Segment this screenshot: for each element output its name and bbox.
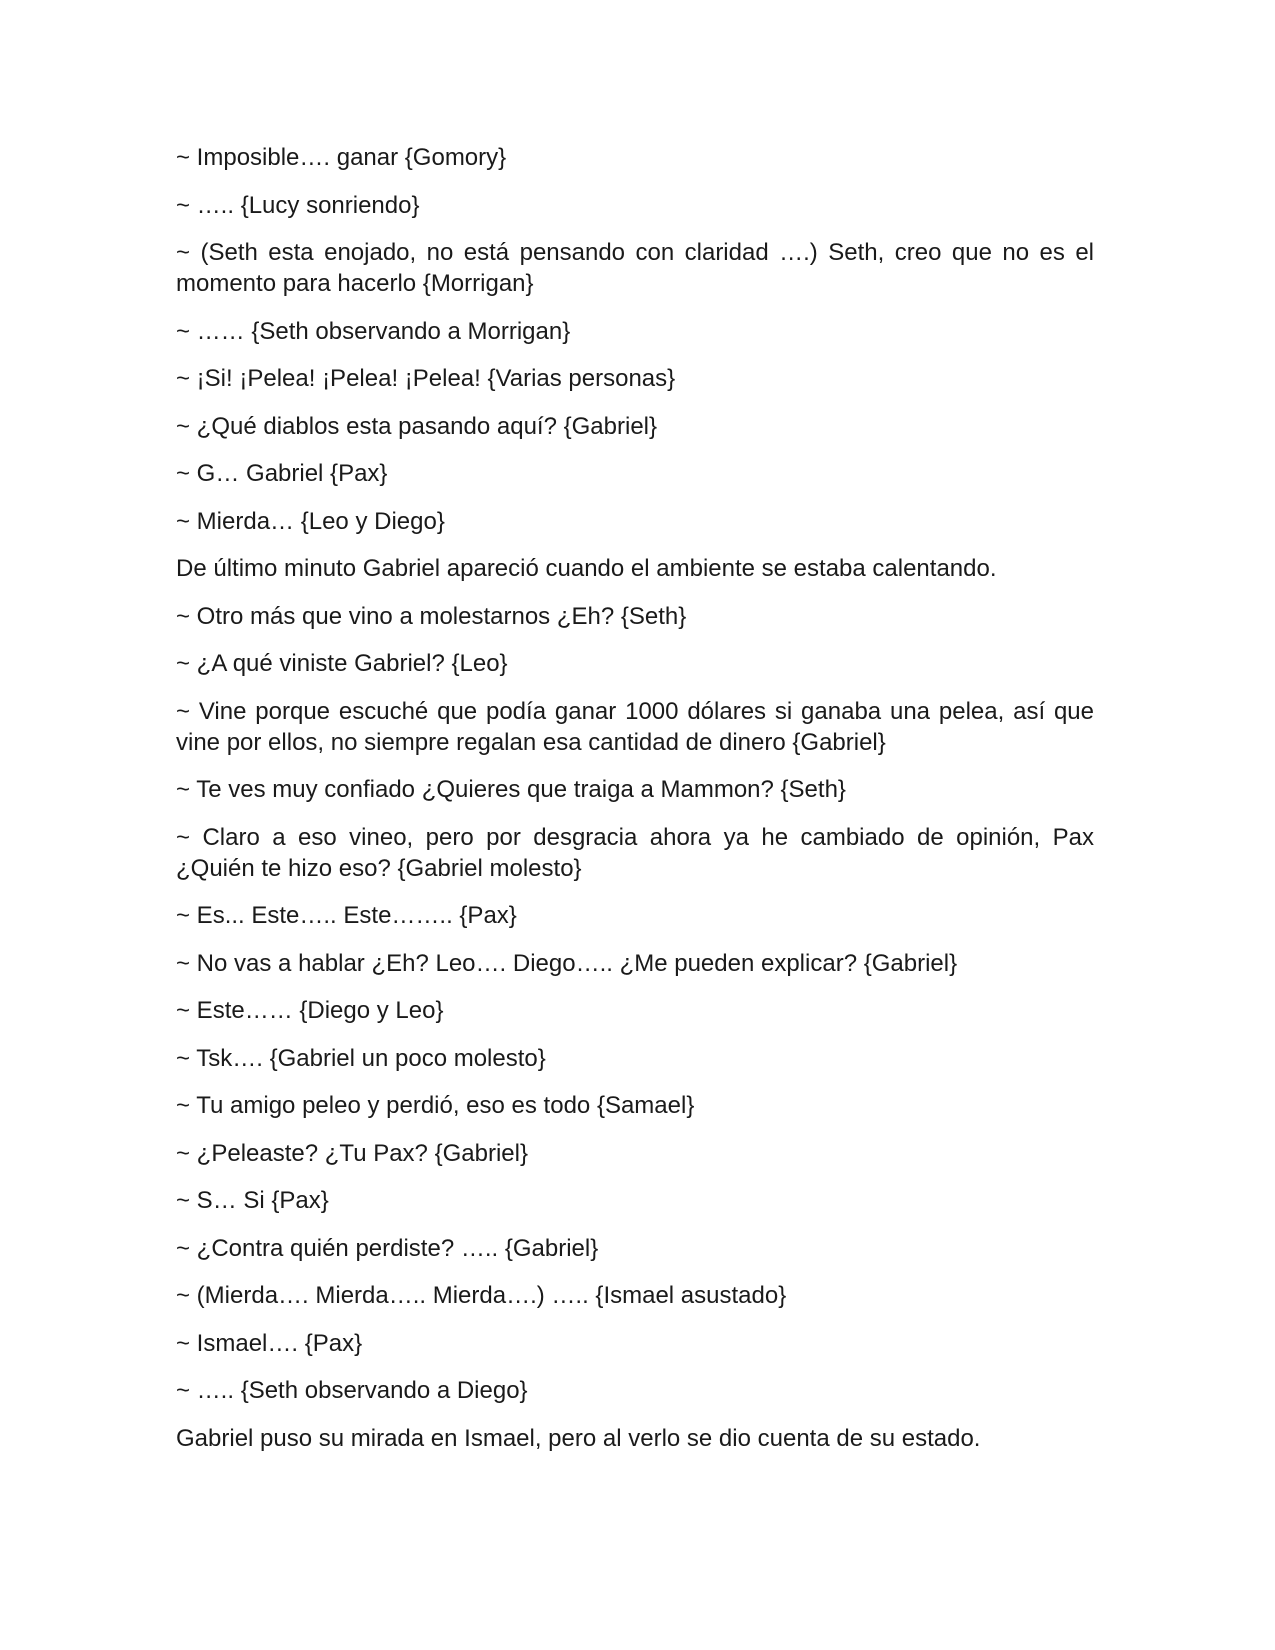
- paragraph-3: ~ (Seth esta enojado, no está pensando con claridad ….) Seth, creo que no es el momento para hacerlo {Morrigan}: [176, 239, 1094, 297]
- paragraph-10: ~ Otro más que vino a molestarnos ¿Eh? {Seth}: [176, 602, 687, 630]
- paragraph-14: ~ Claro a eso vineo, pero por desgracia ahora ya he cambiado de opinión, Pax ¿Quién te hizo eso? {Gabriel molesto}: [176, 823, 1094, 882]
- paragraph-13: ~ Te ves muy confiado ¿Quieres que traiga a Mammon? {Seth}: [176, 776, 846, 803]
- paragraph-18: ~ Tsk…. {Gabriel un poco molesto}: [176, 1044, 546, 1072]
- paragraph-12: ~ Vine porque escuché que podía ganar 1000 dólares si ganaba una pelea, así que vine por ellos, no siempre regalan esa cantidad de dinero {Gabriel}: [176, 697, 1094, 756]
- paragraph-22: ~ ¿Contra quién perdiste? ….. {Gabriel}: [176, 1234, 599, 1262]
- paragraph-9: De último minuto Gabriel apareció cuando el ambiente se estaba calentando.: [176, 555, 997, 582]
- paragraph-17: ~ Este…… {Diego y Leo}: [176, 997, 444, 1024]
- paragraph-5: ~ ¡Si! ¡Pelea! ¡Pelea! ¡Pelea! {Varias personas}: [176, 365, 676, 392]
- paragraph-7: ~ G… Gabriel {Pax}: [176, 460, 388, 487]
- paragraph-6: ~ ¿Qué diablos esta pasando aquí? {Gabriel}: [176, 412, 658, 440]
- paragraph-11: ~ ¿A qué viniste Gabriel? {Leo}: [176, 650, 508, 677]
- paragraph-8: ~ Mierda… {Leo y Diego}: [176, 507, 445, 535]
- paragraph-15: ~ Es... Este….. Este…….. {Pax}: [176, 902, 517, 929]
- paragraph-4: ~ …… {Seth observando a Morrigan}: [176, 317, 571, 345]
- paragraph-25: ~ ….. {Seth observando a Diego}: [176, 1377, 528, 1404]
- paragraph-21: ~ S… Si {Pax}: [176, 1187, 329, 1214]
- paragraph-2: ~ ….. {Lucy sonriendo}: [176, 191, 420, 219]
- paragraph-24: ~ Ismael…. {Pax}: [176, 1329, 363, 1357]
- paragraph-26: Gabriel puso su mirada en Ismael, pero al verlo se dio cuenta de su estado.: [176, 1424, 981, 1452]
- paragraph-16: ~ No vas a hablar ¿Eh? Leo…. Diego….. ¿Me pueden explicar? {Gabriel}: [176, 949, 958, 977]
- paragraph-20: ~ ¿Peleaste? ¿Tu Pax? {Gabriel}: [176, 1139, 528, 1167]
- paragraph-19: ~ Tu amigo peleo y perdió, eso es todo {Samael}: [176, 1092, 695, 1119]
- paragraph-1: ~ Imposible…. ganar {Gomory}: [176, 144, 507, 171]
- document-page: [176, 142, 1094, 1470]
- paragraph-23: ~ (Mierda…. Mierda….. Mierda….) ….. {Ismael asustado}: [176, 1282, 787, 1309]
